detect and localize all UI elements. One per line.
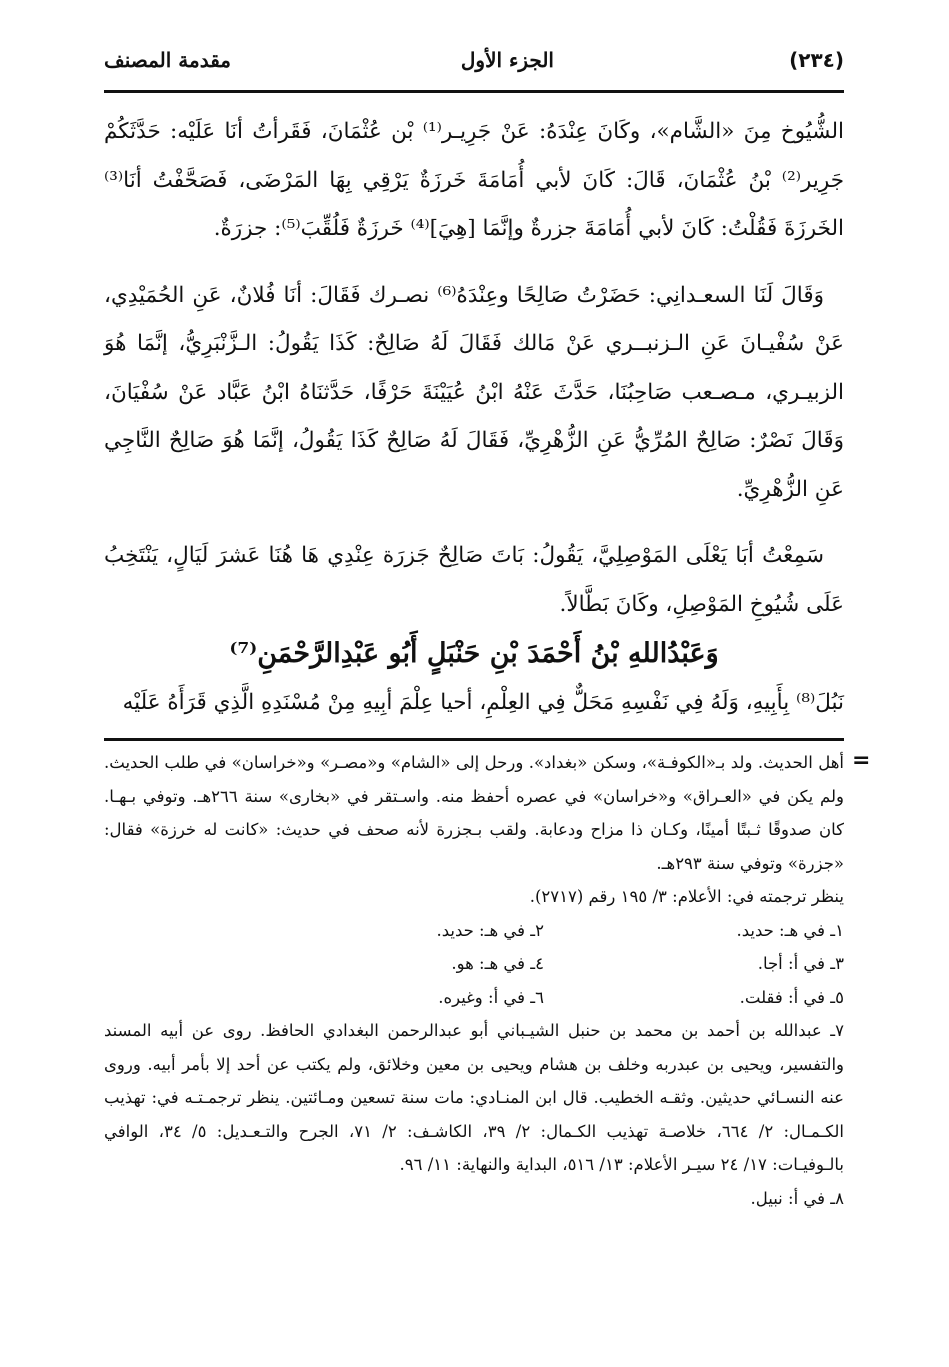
page-header — [104, 38, 844, 88]
footnote-row — [104, 914, 844, 948]
paragraph-2: وَقَالَ لَنَا السعـدانِي: حَضَرْتُ صَالِحًا وعِنْدَهُ⁽⁶⁾ نصـرك فَقَالَ: أنَا فُلانٌ، عَنِ الحُمَيْدِي، عَنْ سُفْيـانَ عَنِ الـزنبــري عَنْ مَالك فَقَالَ لَهُ صَالِحٌ: كَذَا يَقُولُ: الـزَّنْبَرِيُّ، إنَّمَا هُوَ الزبيـري، مـصـعب صَاحِبُنَا، حَدَّثَ عَنْهُ ابْنُ عُيَيْنَةَ حَرْفًا، حَدَّثنَاهُ ابْنُ عَبَّاد عَنْ سُفْيَانَ، وَقَالَ نَصْرٌ: صَالِحٌ المُرِّيُّ عَنِ الزُّهْرِيِّ، فَقَالَ لَهُ صَالِحٌ كَذَا يَقُولُ، إنَّمَا هُوَ صَالِحٌ النَّاجِي عَنِ الزُّهْرِيِّ. — [104, 282, 844, 502]
footnote-rule — [104, 738, 844, 741]
main-text — [104, 108, 844, 728]
footnote-5: ٥ـ في أ: فقلت. — [739, 987, 844, 1007]
footnote-row — [104, 947, 844, 981]
paragraph-4: نَبُلَ⁽⁸⁾ بِأَبِيهِ، وَلَهُ فِي نَفْسِهِ مَحَلٌّ فِي العِلْمِ، أحيا عِلْمَ أبِيهِ مِنْ مُسْنَدِهِ الَّذِي قَرَأَهُ عَلَيْه — [122, 690, 844, 715]
paragraph-1: الشُّيُوخ مِنَ «الشَّام»، وكَانَ عِنْدَهُ: عَنْ جَرِيـر⁽¹⁾ بْن عُثْمَانَ، فَقَرأتُ أنَا عَلَيْه: حَدَّثَكُمْ جَرِير⁽²⁾ بْنُ عُثْمَانَ، قَالَ: كَانَ لأبي أُمَامَةَ خَرزَةٌ يَرْقِي بِهَا المَرْضَى، فَصَحَّفْتُ أنَا⁽³⁾ الخَرزَةَ فَقُلْتُ: كَانَ لأبي أُمَامَةَ جزرةٌ وإنَّمَا [هِيَ]⁽⁴⁾ خَرزَةٌ فَلُقِّبَ⁽⁵⁾: جزرَةٌ. — [104, 119, 844, 241]
volume-title: الجزء الأول — [460, 48, 554, 72]
footnote-row — [104, 981, 844, 1015]
biography-heading: وَعَبْدُاللهِ بْنُ أَحْمَدَ بْنِ حَنْبَلٍ أَبُو عَبْدِالرَّحْمَنِ⁽⁷⁾ — [229, 638, 719, 669]
footnote-8: ٨ـ في أ: نبيل. — [750, 1188, 844, 1208]
footnote-6: ٦ـ في أ: وغيره. — [438, 987, 544, 1007]
footnote-4: ٤ـ في هـ: هو. — [451, 954, 544, 973]
footnote-2: ٢ـ في هـ: حديد. — [436, 920, 544, 940]
footnote-7: ٧ـ عبدالله بن أحمد بن محمد بن حنبل الشيـباني أبو عبدالرحمن البغدادي الحافظ. روى عن أبيه المسند والتفسير، ويحيى بن عبدربه وخلف بن هشام ويحيى بن معين وخلائق، ولم يكتب عن أحد إلا بأمر أبيه. وروى عنه النسـائي حديثين. وثقـه الخطيب. قال ابن المنـادي: مات سنة تسعين ومـائتين. ينظر ترجمـتـه في: تهذيب الكـمـال: ٢/ ٦٦٤، خلاصـة تهذيب الكـمال: ٢/ ٣٩، الكاشـف: ٢/ ٧١، الجرح والتـعـديل: ٥/ ٣٤، الوافي بالـوفيـات: ١٧/ ٢٤ سيـر الأعلام: ١٣/ ٥١٦، البداية والنهاية: ١١/ ٩٦. — [104, 1021, 844, 1174]
section-title: مقدمة المصنف — [104, 48, 232, 72]
footnote-continuation: أهل الحديث. ولد بـ«الكوفـة»، وسكن «بغداد». ورحل إلى «الشام» و«مصـر» و«خراسان» في طلب الحديث. ولم يكن في «العـراق» و«خراسان» في عصره أحفظ منه. واسـتقر في «بخارى» سنة ٢٦٦هـ. وتوفي بـهـا. كان صدوقًا ثـبتًا أمينًا، وكـان ذا مزاح ودعابة. ولقب بـجزرة لأنه صحف في حديث: «كانت له خرزة» فقال: «جزرة» وتوفي سنة ٢٩٣هـ. — [104, 753, 845, 873]
footnote-1: ١ـ في هـ: حديد. — [736, 920, 844, 940]
footnotes — [104, 746, 844, 1215]
paragraph-3: سَمِعْتُ أبَا يَعْلَى المَوْصِلِيَّ، يَقُولُ: بَاتَ صَالِحٌ جَزرَة عِنْدِي هَا هُنَا عَشرَ لَيَالٍ، يَنْتَخِبُ عَلَى شُيُوخِ المَوْصِلِ، وكَانَ بَطَّالاً. — [104, 543, 844, 617]
page-number: (٢٣٤) — [789, 48, 844, 72]
footnote-3: ٣ـ في أ: أجا. — [757, 954, 844, 973]
header-rule — [104, 90, 844, 93]
footnote-reference: ينظر ترجمته في: الأعلام: ٣/ ١٩٥ رقم (٢٧١٧). — [529, 887, 844, 906]
continuation-mark: = — [852, 748, 871, 773]
